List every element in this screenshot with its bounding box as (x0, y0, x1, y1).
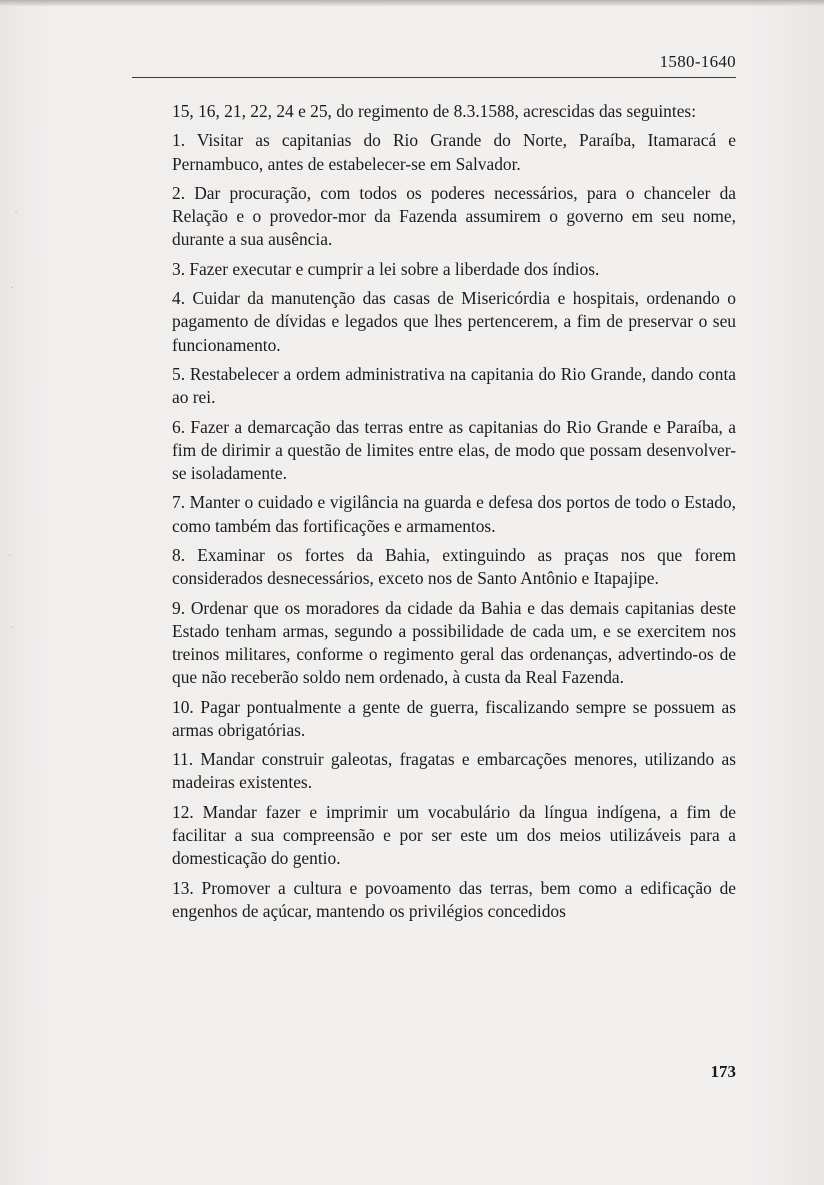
paragraph-item-3: 3. Fazer executar e cumprir a lei sobre a liberdade dos índios. (172, 258, 600, 279)
margin-speck: · (14, 205, 18, 219)
paragraph-item-8: 8. Examinar os fortes da Bahia, extinguindo as praças nos que forem considerados desnecessários, exceto nos de Santo Antônio e Itapajipe. (172, 544, 736, 589)
paragraph-item-5: 5. Restabelecer a ordem administrativa na capitania do Rio Grande, dando conta ao rei. (172, 363, 736, 408)
paragraph-item-7: 7. Manter o cuidado e vigilância na guarda e defesa dos portos de todo o Estado, como também das fortificações e armamentos. (172, 492, 736, 536)
header-rule (132, 77, 736, 78)
margin-speck: · (8, 548, 12, 562)
paragraph-item-10: 10. Pagar pontualmente a gente de guerra, fiscalizando sempre se possuem as armas obrigatórias. (172, 696, 736, 740)
margin-speck: · (10, 280, 14, 294)
paragraph-item-2: 2. Dar procuração, com todos os poderes necessários, para o chanceler da Relação e o provedor-mor da Fazenda assumirem o governo em seu nome, durante a sua ausência. (172, 182, 736, 250)
margin-speck: · (10, 620, 14, 634)
paragraph-intro: 15, 16, 21, 22, 24 e 25, do regimento de 8.3.1588, acrescidas das seguintes: (172, 101, 697, 121)
paragraph-item-4: 4. Cuidar da manutenção das casas de Misericórdia e hospitais, ordenando o pagamento de dívidas e legados que lhes pertencerem, a fim de preservar o seu funcionamento. (172, 288, 736, 355)
paragraph-item-12: 12. Mandar fazer e imprimir um vocabulário da língua indígena, a fim de facilitar a sua compreensão e por ser este um dos meios utilizáveis para a domesticação do gentio. (172, 801, 736, 869)
main-text (172, 100, 736, 929)
paragraph-item-6: 6. Fazer a demarcação das terras entre as capitanias do Rio Grande e Paraíba, a fim de dirimir a questão de limites entre elas, de modo que possam desenvolver-se isoladamente. (172, 416, 736, 483)
paragraph-item-13: 13. Promover a cultura e povoamento das terras, bem como a edificação de engenhos de açúcar, mantendo os privilégios concedidos (172, 877, 736, 921)
page-number: 173 (710, 1062, 736, 1081)
paragraph-item-9: 9. Ordenar que os moradores da cidade da Bahia e das demais capitanias deste Estado tenham armas, segundo a possibilidade de cada um, e se exercitem nos treinos militares, conforme o regimento geral das ordenanças, advertindo-os de que não receberão soldo nem ordenado, à custa da Real Fazenda. (172, 597, 736, 688)
page-top-edge (0, 0, 824, 6)
paragraph-item-11: 11. Mandar construir galeotas, fragatas e embarcações menores, utilizando as madeiras existentes. (172, 749, 736, 793)
running-head: 1580-1640 (659, 52, 736, 71)
paragraph-item-1: 1. Visitar as capitanias do Rio Grande do Norte, Paraíba, Itamaracá e Pernambuco, antes de estabelecer-se em Salvador. (172, 130, 736, 174)
